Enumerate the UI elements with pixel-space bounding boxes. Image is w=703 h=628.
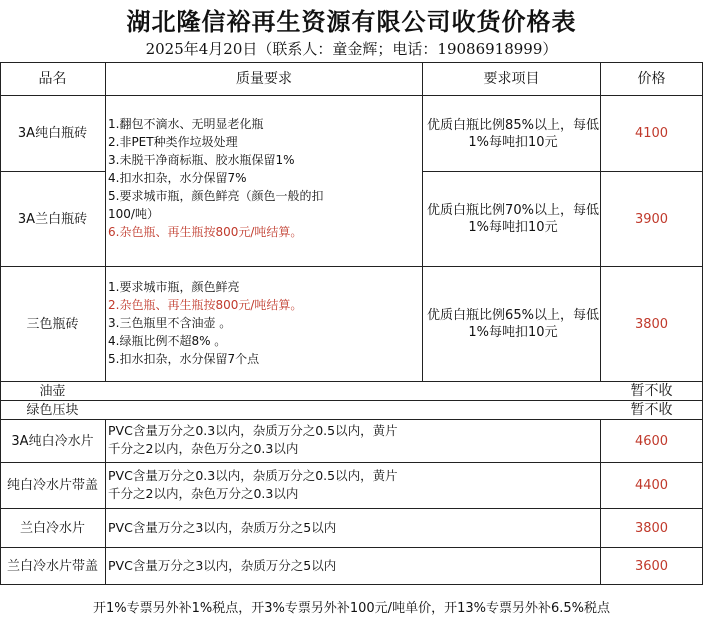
quality-requirements-tricolor (108, 278, 420, 368)
quality-line: 100/吨） (108, 207, 159, 221)
price-value: 3800 (634, 316, 669, 332)
requirement-text: 优质白瓶比例65%以上，每低1%每吨扣10元 (427, 308, 599, 340)
quality-requirements-bottle-bricks (108, 115, 420, 241)
quality-line: 5.要求城市瓶，颜色鲜亮（颜色一般的扣 (108, 189, 324, 203)
page-subtitle: 2025年4月20日（联系人：童金辉；电话：19086918999） (145, 40, 558, 58)
price-value: 4400 (634, 478, 669, 493)
product-name: 油壶 (39, 383, 66, 399)
quality-line: 4.绿瓶比例不超8% 。 (108, 334, 227, 348)
product-name: 纯白冷水片带盖 (6, 478, 98, 493)
product-name: 绿色压块 (26, 402, 79, 418)
price-value: 4100 (634, 126, 669, 141)
product-name: 3A兰白瓶砖 (17, 211, 88, 227)
spec-text: PVC含量万分之0.3以内，杂质万分之0.5以内，黄片千分之2以内，杂色万分之0.3以内 (108, 468, 398, 501)
price-value: 3900 (634, 211, 669, 227)
quality-line: 5.扣水扣杂，水分保留7个点 (108, 352, 260, 366)
spec-text: PVC含量万分之0.3以内，杂质万分之0.5以内，黄片千分之2以内，杂色万分之0.3以内 (108, 423, 398, 456)
quality-line-highlight: 6.杂色瓶、再生瓶按800元/吨结算。 (108, 225, 303, 239)
quality-line-highlight: 2.杂色瓶、再生瓶按800元/吨结算。 (108, 298, 303, 312)
page-title: 湖北隆信裕再生资源有限公司收货价格表 (126, 7, 577, 36)
spec-text: PVC含量万分之3以内，杂质万分之5以内 (108, 520, 337, 535)
price-value: 暂不收 (630, 401, 673, 418)
product-name: 兰白冷水片带盖 (6, 558, 98, 574)
product-name: 兰白冷水片 (19, 520, 85, 536)
requirement-text: 优质白瓶比例85%以上，每低1%每吨扣10元 (427, 117, 599, 150)
header-requirement: 要求项目 (483, 70, 540, 87)
quality-line: 3.三色瓶里不含油壶 。 (108, 316, 232, 330)
header-price: 价格 (637, 70, 666, 87)
product-name: 三色瓶砖 (26, 316, 79, 332)
quality-line: 1.翻包不滴水、无明显老化瓶 (108, 117, 264, 131)
price-value: 暂不收 (630, 382, 673, 399)
header-name: 品名 (38, 70, 67, 87)
requirement-text: 优质白瓶比例70%以上，每低1%每吨扣10元 (427, 203, 599, 235)
price-value: 4600 (634, 433, 669, 449)
product-name: 3A纯白冷水片 (11, 433, 94, 449)
price-value: 3600 (634, 558, 669, 574)
quality-line: 4.扣水扣杂，水分保留7% (108, 171, 247, 185)
price-value: 3800 (634, 520, 669, 536)
spec-text: PVC含量万分之3以内，杂质万分之5以内 (108, 558, 337, 573)
quality-line: 1.要求城市瓶，颜色鲜亮 (108, 280, 240, 294)
product-name: 3A纯白瓶砖 (17, 126, 88, 141)
header-quality: 质量要求 (236, 70, 292, 87)
quality-line: 3.未脱干净商标瓶、胶水瓶保留1% (108, 153, 295, 167)
quality-line: 2.非PET种类作垃圾处理 (108, 135, 238, 149)
footer-tax-note: 开1%专票另外补1%税点，开3%专票另外补100元/吨单价，开13%专票另外补6.5%税点 (93, 601, 610, 616)
